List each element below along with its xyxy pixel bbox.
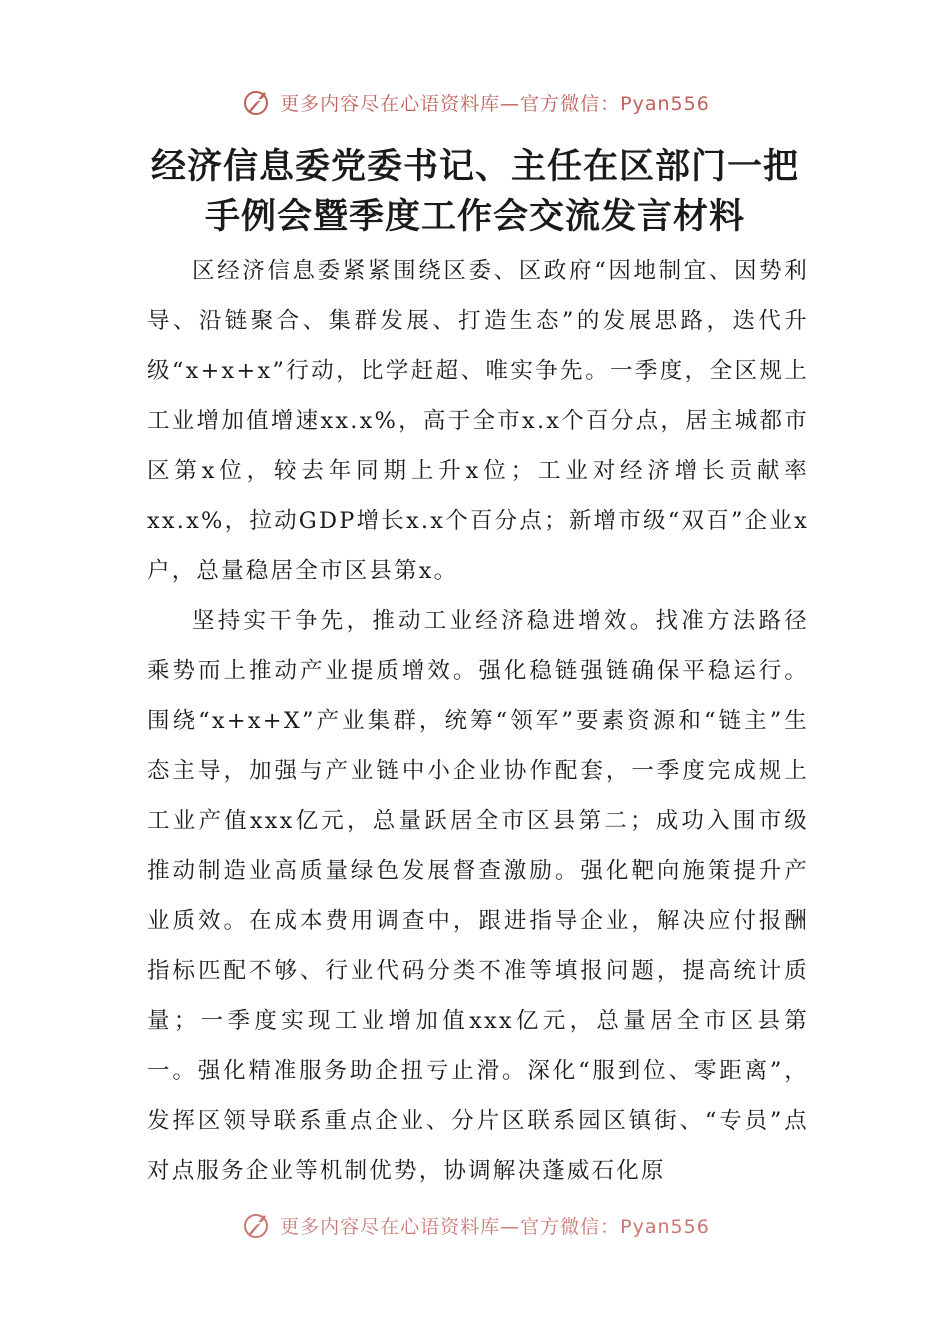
quill-logo-icon [240,1209,272,1241]
paragraph-1: 区经济信息委紧紧围绕区委、区政府“因地制宜、因势利导、沿链聚合、集群发展、打造生态”的发展思路，迭代升级“x+x+x”行动，比学赶超、唯实争先。一季度，全区规上工业增加值增速xx.x%，高于全市x.x个百分点，居主城都市区第x位，较去年同期上升x位；工业对经济增长贡献率xx.x%，拉动GDP增长x.x个百分点；新增市级“双百”企业x户，总量稳居全市区县第x。 [147,258,809,584]
header-watermark [0,86,950,118]
title-line-1: 经济信息委党委书记、主任在区部门一把 [150,146,799,187]
paragraph-2: 坚持实干争先，推动工业经济稳进增效。找准方法路径乘势而上推动产业提质增效。强化稳链强链确保平稳运行。围绕“x+x+X”产业集群，统筹“领军”要素资源和“链主”生态主导，加强与产业链中小企业协作配套，一季度完成规上工业产值xxx亿元，总量跃居全市区县第二；成功入围市级推动制造业高质量绿色发展督查激励。强化靶向施策提升产业质效。在成本费用调查中，跟进指导企业，解决应付报酬指标匹配不够、行业代码分类不准等填报问题，提高统计质量；一季度实现工业增加值xxx亿元，总量居全市区县第一。强化精准服务助企扭亏止滑。深化“服到位、零距离”，发挥区领导联系重点企业、分片区联系园区镇街、“专员”点对点服务企业等机制优势，协调解决蓬威石化原 [147,608,809,1184]
watermark-text-bottom: 更多内容尽在心语资料库—官方微信：Pyan556 [280,1215,710,1238]
document-body [147,246,809,1196]
quill-logo-icon [240,86,272,118]
title-line-2: 手例会暨季度工作会交流发言材料 [204,196,745,237]
footer-watermark [0,1209,950,1241]
document-title [120,142,830,242]
watermark-text-top: 更多内容尽在心语资料库—官方微信：Pyan556 [280,92,710,115]
